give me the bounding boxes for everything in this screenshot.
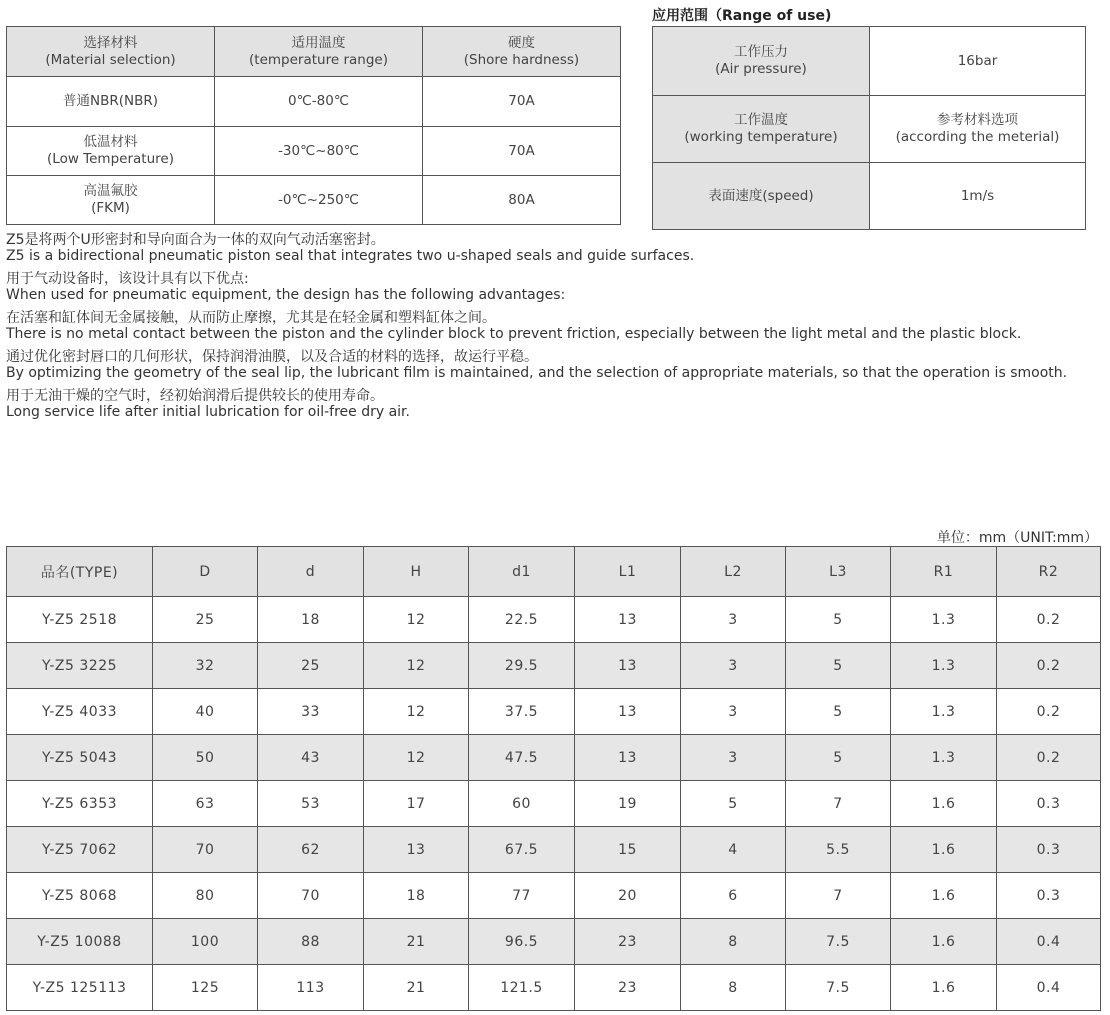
cell-L1: 13 [575,597,681,643]
spec-table [6,546,1101,1011]
cell-type: Y-Z5 5043 [7,735,153,781]
table-row [7,827,1101,873]
cell-R2: 0.2 [997,735,1101,781]
cell-D: 70 [153,827,258,873]
cell-L2: 5 [681,781,786,827]
cell-L3: 5 [786,643,891,689]
table-row [7,965,1101,1011]
cell-D: 40 [153,689,258,735]
cell-D: 100 [153,919,258,965]
cell-H: 21 [364,919,469,965]
header-temperature: 适用温度 (temperature range) [215,27,423,77]
cell-d: 113 [258,965,364,1011]
table-row [7,689,1101,735]
cell-R1: 1.3 [891,597,997,643]
cell-H: 18 [364,873,469,919]
cell-R1: 1.6 [891,873,997,919]
cell-d1: 96.5 [469,919,575,965]
range-value: 16bar [870,27,1086,96]
cell-D: 80 [153,873,258,919]
material-cell: 普通NBR(NBR) [7,77,215,127]
cell-L3: 5.5 [786,827,891,873]
cell-R2: 0.4 [997,965,1101,1011]
hardness-cell: 70A [423,77,621,127]
cell-L3: 7.5 [786,965,891,1011]
description-block [6,349,1110,381]
cell-L3: 5 [786,689,891,735]
description-en: Z5 is a bidirectional pneumatic piston seal that integrates two u-shaped seals and guide surfaces. [6,248,695,264]
cell-R2: 0.3 [997,873,1101,919]
range-value: 1m/s [870,163,1086,230]
cell-L2: 8 [681,919,786,965]
cell-D: 125 [153,965,258,1011]
header-H: H [364,547,469,597]
cell-d1: 77 [469,873,575,919]
cell-D: 50 [153,735,258,781]
cell-H: 21 [364,965,469,1011]
cell-R2: 0.2 [997,689,1101,735]
material-table-header [7,27,621,77]
table-row [7,873,1101,919]
description [6,232,1110,427]
cell-L1: 15 [575,827,681,873]
table-row [7,781,1101,827]
header-L2: L2 [681,547,786,597]
header-hardness: 硬度 (Shore hardness) [423,27,621,77]
range-title: 应用范围（Range of use) [652,8,832,24]
cell-L1: 13 [575,643,681,689]
cell-R2: 0.3 [997,781,1101,827]
range-label: 工作温度 (working temperature) [653,96,870,163]
cell-R1: 1.3 [891,643,997,689]
range-row [653,27,1086,96]
cell-type: Y-Z5 10088 [7,919,153,965]
cell-L3: 7 [786,781,891,827]
description-en: By optimizing the geometry of the seal lip, the lubricant film is maintained, and the selection of appropriate materials, so that the operation is smooth. [6,365,1068,381]
cell-L2: 4 [681,827,786,873]
range-value: 参考材料选项 (according the meterial) [870,96,1086,163]
header-R1: R1 [891,547,997,597]
cell-d: 62 [258,827,364,873]
cell-L1: 23 [575,965,681,1011]
cell-d1: 29.5 [469,643,575,689]
cell-L2: 3 [681,597,786,643]
table-row [7,643,1101,689]
cell-L1: 13 [575,735,681,781]
description-en: When used for pneumatic equipment, the design has the following advantages: [6,287,566,303]
cell-d: 33 [258,689,364,735]
cell-H: 12 [364,735,469,781]
description-block [6,310,1110,342]
cell-L3: 5 [786,597,891,643]
header-material: 选择材料 (Material selection) [7,27,215,77]
cell-d: 18 [258,597,364,643]
cell-R1: 1.6 [891,827,997,873]
cell-D: 25 [153,597,258,643]
table-row [7,919,1101,965]
description-block [6,388,1110,420]
header-D: D [153,547,258,597]
cell-L2: 3 [681,689,786,735]
cell-R1: 1.6 [891,919,997,965]
temperature-cell: -0℃~250℃ [215,176,423,225]
table-row [7,735,1101,781]
cell-L2: 6 [681,873,786,919]
material-table [6,26,621,225]
header-L3: L3 [786,547,891,597]
spec-table-body [7,597,1101,1011]
description-cn: 用于气动设备时，该设计具有以下优点: [6,271,249,287]
cell-R2: 0.4 [997,919,1101,965]
cell-d1: 37.5 [469,689,575,735]
table-row [7,597,1101,643]
cell-H: 17 [364,781,469,827]
hardness-cell: 80A [423,176,621,225]
cell-d: 53 [258,781,364,827]
range-table [652,26,1086,230]
description-cn: 用于无油干燥的空气时，经初始润滑后提供较长的使用寿命。 [6,388,384,404]
header-d1: d1 [469,547,575,597]
cell-R2: 0.2 [997,597,1101,643]
description-block [6,271,1110,303]
temperature-cell: 0℃-80℃ [215,77,423,127]
cell-type: Y-Z5 4033 [7,689,153,735]
header-L1: L1 [575,547,681,597]
cell-H: 13 [364,827,469,873]
cell-L1: 13 [575,689,681,735]
cell-H: 12 [364,689,469,735]
cell-type: Y-Z5 125113 [7,965,153,1011]
description-cn: 通过优化密封唇口的几何形状，保持润滑油膜，以及合适的材料的选择，故运行平稳。 [6,349,538,365]
cell-L3: 7 [786,873,891,919]
cell-d: 88 [258,919,364,965]
cell-type: Y-Z5 7062 [7,827,153,873]
unit-label: 单位：mm（UNIT:mm） [936,530,1098,546]
cell-L1: 19 [575,781,681,827]
range-row [653,163,1086,230]
cell-D: 32 [153,643,258,689]
range-label: 表面速度(speed) [653,163,870,230]
spec-header-row [7,547,1101,597]
material-row [7,176,621,225]
cell-d1: 60 [469,781,575,827]
cell-R1: 1.6 [891,965,997,1011]
description-en: There is no metal contact between the piston and the cylinder block to prevent friction, especially between the light metal and the plastic block. [6,326,1022,342]
cell-d: 43 [258,735,364,781]
cell-type: Y-Z5 8068 [7,873,153,919]
cell-d: 70 [258,873,364,919]
cell-H: 12 [364,597,469,643]
cell-H: 12 [364,643,469,689]
description-cn: Z5是将两个U形密封和导向面合为一体的双向气动活塞密封。 [6,232,385,248]
cell-L3: 5 [786,735,891,781]
material-row [7,127,621,176]
cell-R1: 1.3 [891,735,997,781]
cell-d1: 47.5 [469,735,575,781]
cell-L1: 23 [575,919,681,965]
cell-R2: 0.3 [997,827,1101,873]
range-row [653,96,1086,163]
material-cell: 低温材料 (Low Temperature) [7,127,215,176]
cell-d1: 22.5 [469,597,575,643]
cell-d: 25 [258,643,364,689]
cell-R1: 1.3 [891,689,997,735]
cell-L3: 7.5 [786,919,891,965]
hardness-cell: 70A [423,127,621,176]
temperature-cell: -30℃~80℃ [215,127,423,176]
cell-L2: 3 [681,735,786,781]
cell-L1: 20 [575,873,681,919]
header-d: d [258,547,364,597]
cell-d1: 67.5 [469,827,575,873]
cell-R2: 0.2 [997,643,1101,689]
cell-d1: 121.5 [469,965,575,1011]
cell-L2: 8 [681,965,786,1011]
cell-type: Y-Z5 3225 [7,643,153,689]
description-block [6,232,1110,264]
cell-L2: 3 [681,643,786,689]
cell-D: 63 [153,781,258,827]
header-type: 品名(TYPE) [7,547,153,597]
range-label: 工作压力 (Air pressure) [653,27,870,96]
cell-R1: 1.6 [891,781,997,827]
material-cell: 高温氟胶 (FKM) [7,176,215,225]
cell-type: Y-Z5 6353 [7,781,153,827]
description-cn: 在活塞和缸体间无金属接触，从而防止摩擦，尤其是在轻金属和塑料缸体之间。 [6,310,496,326]
header-R2: R2 [997,547,1101,597]
cell-type: Y-Z5 2518 [7,597,153,643]
description-en: Long service life after initial lubrication for oil-free dry air. [6,404,410,420]
material-row [7,77,621,127]
